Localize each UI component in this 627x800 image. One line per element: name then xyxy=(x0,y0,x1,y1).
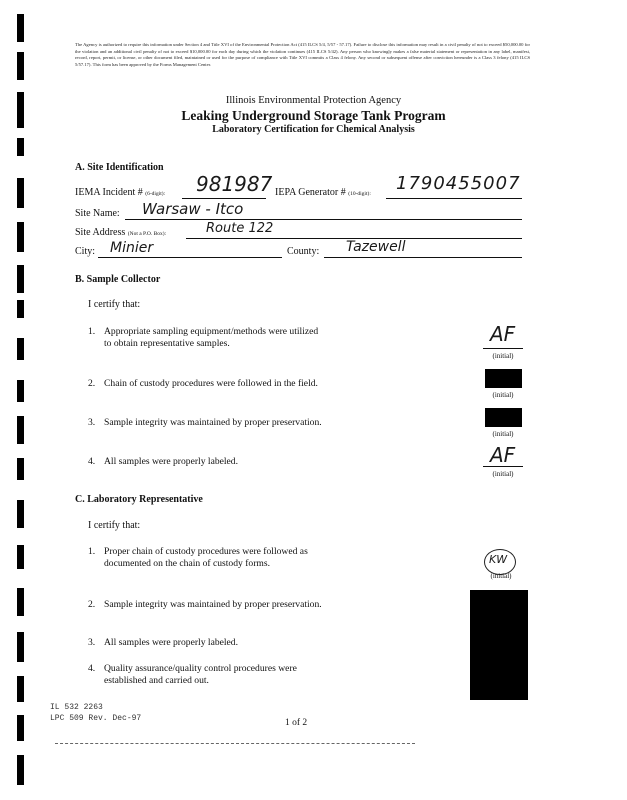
incident-value[interactable]: 981987 xyxy=(196,172,273,196)
scan-edge-mark xyxy=(17,632,24,662)
scan-edge-mark xyxy=(17,676,24,702)
initial-handwritten[interactable]: AF xyxy=(490,322,516,346)
scan-edge-mark xyxy=(17,545,24,569)
scan-edge-mark xyxy=(17,588,24,616)
list-item-text: Chain of custody procedures were followed in the field. xyxy=(104,378,318,389)
incident-field-line xyxy=(182,198,266,199)
scan-edge-mark xyxy=(17,500,24,528)
list-item: Quality assurance/quality control procedures were established and carried out. xyxy=(104,663,297,686)
initial-label: (initial) xyxy=(492,391,514,399)
redaction-box xyxy=(485,408,522,427)
program-title: Leaking Underground Storage Tank Program xyxy=(181,108,446,123)
initial-line xyxy=(483,466,523,467)
initial-label: (initial) xyxy=(492,470,514,478)
list-item: 4. xyxy=(88,456,96,467)
list-item: Appropriate sampling equipment/methods were utilized to obtain representative samples. xyxy=(104,326,319,349)
scan-edge-mark xyxy=(17,416,24,444)
scan-edge-mark xyxy=(17,178,24,208)
agency-name: Illinois Environmental Protection Agency xyxy=(225,95,402,106)
section-c-title: C. Laboratory Representative xyxy=(75,494,203,505)
scan-edge-mark xyxy=(17,138,24,156)
scan-edge-mark xyxy=(17,265,24,293)
scan-artifact-line xyxy=(55,743,415,744)
form-id: IL 532 2263 xyxy=(50,703,103,712)
list-item: 1. xyxy=(88,546,96,557)
scan-edge-mark xyxy=(17,300,24,318)
redaction-box xyxy=(485,369,522,388)
list-item: 3. xyxy=(88,417,96,428)
site-name-label: Site Name: xyxy=(75,208,120,219)
initial-label: (initial) xyxy=(492,430,514,438)
page-number: 1 of 2 xyxy=(285,718,308,728)
initial-line xyxy=(483,348,523,349)
list-item: 3. xyxy=(88,637,96,648)
county-label: County: xyxy=(287,246,320,257)
city-label: City: xyxy=(75,246,96,257)
list-item-text: Sample integrity was maintained by proper preservation. xyxy=(104,599,322,610)
initial-handwritten[interactable]: KW xyxy=(489,553,508,566)
generator-value[interactable]: 1790455007 xyxy=(396,173,521,194)
city-value[interactable]: Minier xyxy=(110,240,154,256)
scan-edge-mark xyxy=(17,222,24,252)
legal-disclaimer: The Agency is authorized to require this information under Section 4 and Title XVI of the Environmental Protection Act (415 ILCS 5/4, 5/57 - 57.17). Failure to disclose this information may result in a civil penalty of not to exceed $50,000.00 for the violation and an additional civil penalty of not to exceed $10,000.00 for each day during which the violation continues (415 ILCS 5/42). Any person who knowingly makes a false material statement or representation in any label, manifest, record, report, permit, or license, or other document filed, maintained or used for the purpose of compliance with Title XVI commits a Class 4 felony. Any second or subsequent offense after conviction hereunder is a Class 3 felony (415 ILCS 5/57.17). This form has been approved by the Forms Management Center. xyxy=(75,42,530,68)
scan-edge-mark xyxy=(17,52,24,80)
site-name-value[interactable]: Warsaw - Itco xyxy=(142,200,244,218)
incident-label: IEMA Incident # (6-digit): xyxy=(75,187,166,198)
scan-edge-mark xyxy=(17,338,24,360)
section-b-title: B. Sample Collector xyxy=(75,274,161,285)
scan-edge-mark xyxy=(17,458,24,480)
list-item-text: All samples were properly labeled. xyxy=(104,456,238,467)
county-value[interactable]: Tazewell xyxy=(346,239,406,255)
form-revision: LPC 509 Rev. Dec-97 xyxy=(50,714,142,723)
list-item: 1. xyxy=(88,326,96,337)
site-address-value[interactable]: Route 122 xyxy=(206,221,274,236)
generator-field-line xyxy=(386,198,522,199)
site-name-field-line xyxy=(125,219,522,220)
section-a-title: A. Site Identification xyxy=(75,162,164,173)
list-item-text: Sample integrity was maintained by proper preservation. xyxy=(104,417,322,428)
site-address-label: Site Address (Not a P.O. Box): xyxy=(75,227,167,238)
generator-label: IEPA Generator # (10-digit): xyxy=(275,187,371,198)
city-field-line xyxy=(98,257,282,258)
initial-label: (initial) xyxy=(492,352,514,360)
section-c-certify: I certify that: xyxy=(88,520,141,531)
initial-handwritten[interactable]: AF xyxy=(490,443,516,467)
list-item: 2. xyxy=(88,378,96,389)
form-title: Laboratory Certification for Chemical Analysis xyxy=(212,124,415,135)
scan-edge-mark xyxy=(17,755,24,785)
list-item-text: All samples were properly labeled. xyxy=(104,637,238,648)
scan-edge-mark xyxy=(17,715,24,741)
scan-edge-mark xyxy=(17,14,24,42)
list-item: 2. xyxy=(88,599,96,610)
list-item: 4. xyxy=(88,663,96,674)
county-field-line xyxy=(324,257,522,258)
redaction-box xyxy=(470,590,528,700)
list-item: Proper chain of custody procedures were followed as documented on the chain of custody forms. xyxy=(104,546,308,569)
section-b-certify: I certify that: xyxy=(88,299,141,310)
scan-edge-mark xyxy=(17,380,24,402)
initial-label: (initial) xyxy=(490,572,512,580)
